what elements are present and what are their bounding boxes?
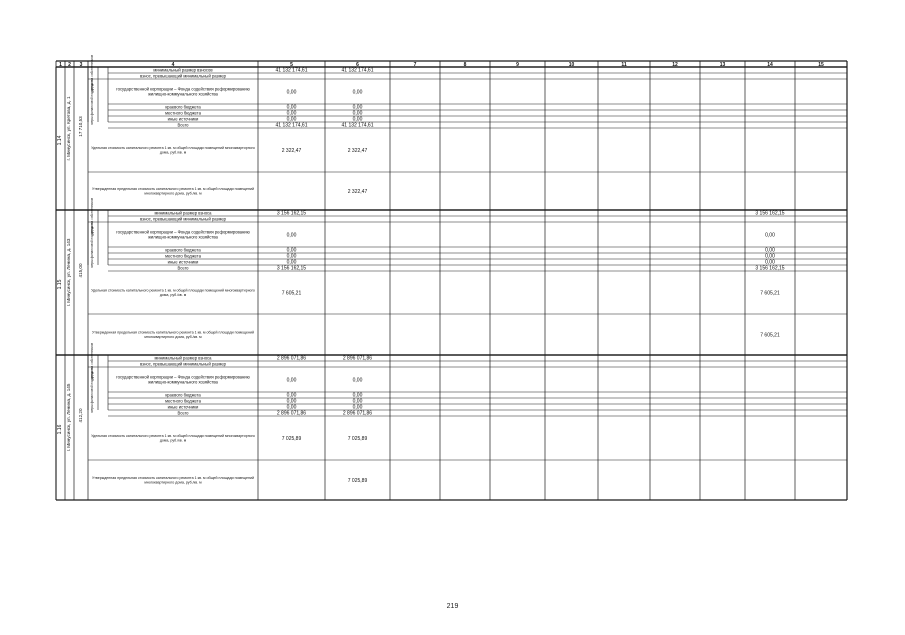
- value-col6-min: 41 132 174,61: [341, 67, 374, 74]
- section-area: 412,20: [78, 408, 83, 423]
- row-label-krai: краевого бюджета: [165, 247, 201, 253]
- row-label-krai: краевого бюджета: [165, 392, 201, 398]
- row-label-mest: местного бюджета: [165, 398, 201, 404]
- value-col6-corp: 0,00: [352, 89, 363, 96]
- value-col6-limit: 2 322,47: [347, 189, 368, 195]
- row-label-unit: дома, руб./кв. м: [159, 438, 187, 443]
- section-address: г. Минусинск, ул. Ленина, д. 143: [66, 238, 71, 307]
- row-label-limit: многоквартирного дома, руб./кв. м: [144, 480, 202, 485]
- row-label-over: взнос, превышающий минимальный размер: [139, 216, 227, 222]
- row-label-corp: жилищно-коммунального хозяйства: [148, 379, 218, 385]
- row-label-mest: местного бюджета: [165, 110, 201, 116]
- value-col5-corp: 0,00: [286, 232, 297, 239]
- column-number-4: 4: [171, 62, 175, 68]
- row-label-corp: жилищно-коммунального хозяйства: [148, 91, 218, 97]
- row-label-corp: государственной корпорации – Фонда содействия реформированию: [116, 86, 250, 92]
- row-label-krai: краевого бюджета: [165, 104, 201, 110]
- row-label-mest: местного бюджета: [165, 253, 201, 259]
- owners-vertical-label: средства собственников: [90, 342, 94, 380]
- row-label-min: минимальный размер взноса: [154, 355, 212, 361]
- row-label-limit: Утвержденная предельная стоимость капитального ремонта 1 кв. м общей площади помещений: [92, 187, 254, 192]
- row-label-limit: многоквартирного дома, руб./кв. м: [144, 191, 202, 196]
- section-address: г. Минусинск, ул. Кретова, д. 1: [66, 96, 71, 161]
- row-label-total: Всего: [177, 410, 189, 416]
- value-col5-total: 3 156 162,15: [276, 265, 307, 272]
- column-number-1: 1: [59, 62, 62, 68]
- value-col14-unit: 7 605,21: [760, 290, 780, 297]
- value-col14-krai: 0,00: [765, 247, 775, 254]
- value-col5-other: 0,00: [286, 116, 297, 123]
- row-label-over: взнос, превышающий минимальный размер: [139, 361, 227, 367]
- page-number: 219: [446, 603, 459, 610]
- value-col6-unit: 7 025,89: [347, 436, 368, 442]
- row-label-unit: Удельная стоимость капитального ремонта 1 кв. м общей площади помещений многоквартирного: [91, 288, 255, 293]
- value-col6-limit: 7 025,89: [347, 478, 368, 484]
- value-col5-unit: 7 605,21: [281, 290, 302, 297]
- value-col5-mest: 0,00: [286, 398, 297, 405]
- value-col5-total: 2 896 071,86: [276, 410, 307, 417]
- value-col5-mest: 0,00: [286, 110, 297, 117]
- value-col6-unit: 2 322,47: [347, 148, 368, 154]
- value-col6-other: 0,00: [352, 404, 363, 411]
- section-area: 17 710,53: [78, 116, 83, 137]
- value-col14-corp: 0,00: [765, 232, 775, 239]
- row-label-other: иные источники: [167, 404, 199, 410]
- section-number: 1.16: [57, 424, 63, 435]
- value-col6-krai: 0,00: [352, 392, 363, 399]
- value-col5-corp: 0,00: [286, 89, 297, 96]
- column-number-15: 15: [818, 62, 824, 68]
- value-col6-total: 41 132 174,61: [341, 122, 374, 129]
- row-label-limit: Утвержденная предельная стоимость капитального ремонта 1 кв. м общей площади помещений: [92, 330, 254, 335]
- column-number-2: 2: [68, 62, 71, 68]
- value-col14-limit: 7 605,21: [760, 332, 780, 339]
- row-label-other: иные источники: [167, 116, 199, 122]
- column-number-12: 12: [672, 62, 678, 68]
- owners-vertical-label: средства собственников: [90, 197, 94, 235]
- row-label-min: минимальный размер взноса: [154, 210, 212, 216]
- row-label-corp: государственной корпорации – Фонда содействия реформированию: [116, 229, 250, 235]
- column-number-10: 10: [568, 62, 575, 68]
- row-label-unit: дома, руб./кв. м: [159, 293, 187, 298]
- value-col5-krai: 0,00: [286, 392, 297, 399]
- value-col6-min: 2 896 071,86: [342, 355, 373, 362]
- value-col14-mest: 0,00: [765, 253, 775, 260]
- row-label-unit: дома, руб./кв. м: [159, 150, 187, 155]
- value-col5-mest: 0,00: [286, 253, 297, 260]
- column-number-11: 11: [621, 62, 627, 68]
- column-number-8: 8: [463, 62, 467, 68]
- section-number: 1.14: [57, 135, 63, 146]
- table-text: [57, 55, 824, 485]
- value-col5-other: 0,00: [286, 259, 297, 266]
- value-col14-min: 3 156 162,15: [755, 210, 785, 217]
- row-label-corp: государственной корпорации – Фонда содействия реформированию: [116, 374, 250, 380]
- column-number-7: 7: [413, 62, 417, 68]
- section-area: 415,00: [78, 263, 83, 278]
- column-number-6: 6: [356, 62, 359, 68]
- section-address: г. Минусинск, ул. Ленина, д. 145: [66, 383, 71, 452]
- value-col5-krai: 0,00: [286, 247, 297, 254]
- row-label-over: взнос, превышающий минимальный размер: [139, 73, 227, 79]
- value-col14-total: 3 156 162,15: [755, 265, 785, 272]
- row-label-min: минимальный размер взносов: [153, 67, 213, 73]
- row-label-limit: Утвержденная предельная стоимость капитального ремонта 1 кв. м общей площади помещений: [92, 476, 254, 481]
- value-col5-total: 41 132 174,61: [275, 122, 308, 129]
- column-number-5: 5: [290, 62, 293, 68]
- row-label-total: Всего: [177, 265, 189, 271]
- row-label-corp: жилищно-коммунального хозяйства: [148, 234, 218, 240]
- row-label-other: иные источники: [167, 259, 199, 265]
- value-col6-krai: 0,00: [352, 104, 363, 111]
- value-col5-min: 41 132 174,61: [275, 67, 308, 74]
- value-col6-mest: 0,00: [352, 110, 363, 117]
- value-col6-other: 0,00: [352, 116, 363, 123]
- section-number: 1.15: [57, 279, 63, 290]
- value-col5-min: 2 896 071,86: [276, 355, 307, 362]
- value-col6-corp: 0,00: [352, 377, 363, 384]
- value-col14-other: 0,00: [765, 259, 775, 266]
- row-label-unit: Удельная стоимость капитального ремонта 1 кв. м общей площади помещений многоквартирного: [91, 146, 255, 151]
- row-label-unit: Удельная стоимость капитального ремонта 1 кв. м общей площади помещений многоквартирного: [91, 434, 255, 439]
- support-vertical-label: меры финансовой поддержки: [90, 223, 94, 268]
- value-col5-min: 3 156 162,15: [276, 210, 307, 217]
- support-vertical-label: меры финансовой поддержки: [90, 368, 94, 413]
- row-label-limit: многоквартирного дома, руб./кв. м: [144, 335, 202, 340]
- support-vertical-label: меры финансовой поддержки: [90, 80, 94, 125]
- value-col5-other: 0,00: [286, 404, 297, 411]
- value-col5-corp: 0,00: [286, 377, 297, 384]
- value-col6-mest: 0,00: [352, 398, 363, 405]
- column-number-3: 3: [79, 62, 83, 68]
- value-col5-krai: 0,00: [286, 104, 297, 111]
- row-label-total: Всего: [177, 122, 189, 128]
- value-col5-unit: 7 025,89: [281, 436, 302, 442]
- column-number-13: 13: [719, 62, 726, 68]
- value-col5-unit: 2 322,47: [281, 148, 302, 154]
- column-number-14: 14: [767, 62, 773, 68]
- owners-vertical-label: средства собственников: [90, 54, 94, 92]
- column-number-9: 9: [516, 62, 519, 68]
- value-col6-total: 2 896 071,86: [342, 410, 373, 417]
